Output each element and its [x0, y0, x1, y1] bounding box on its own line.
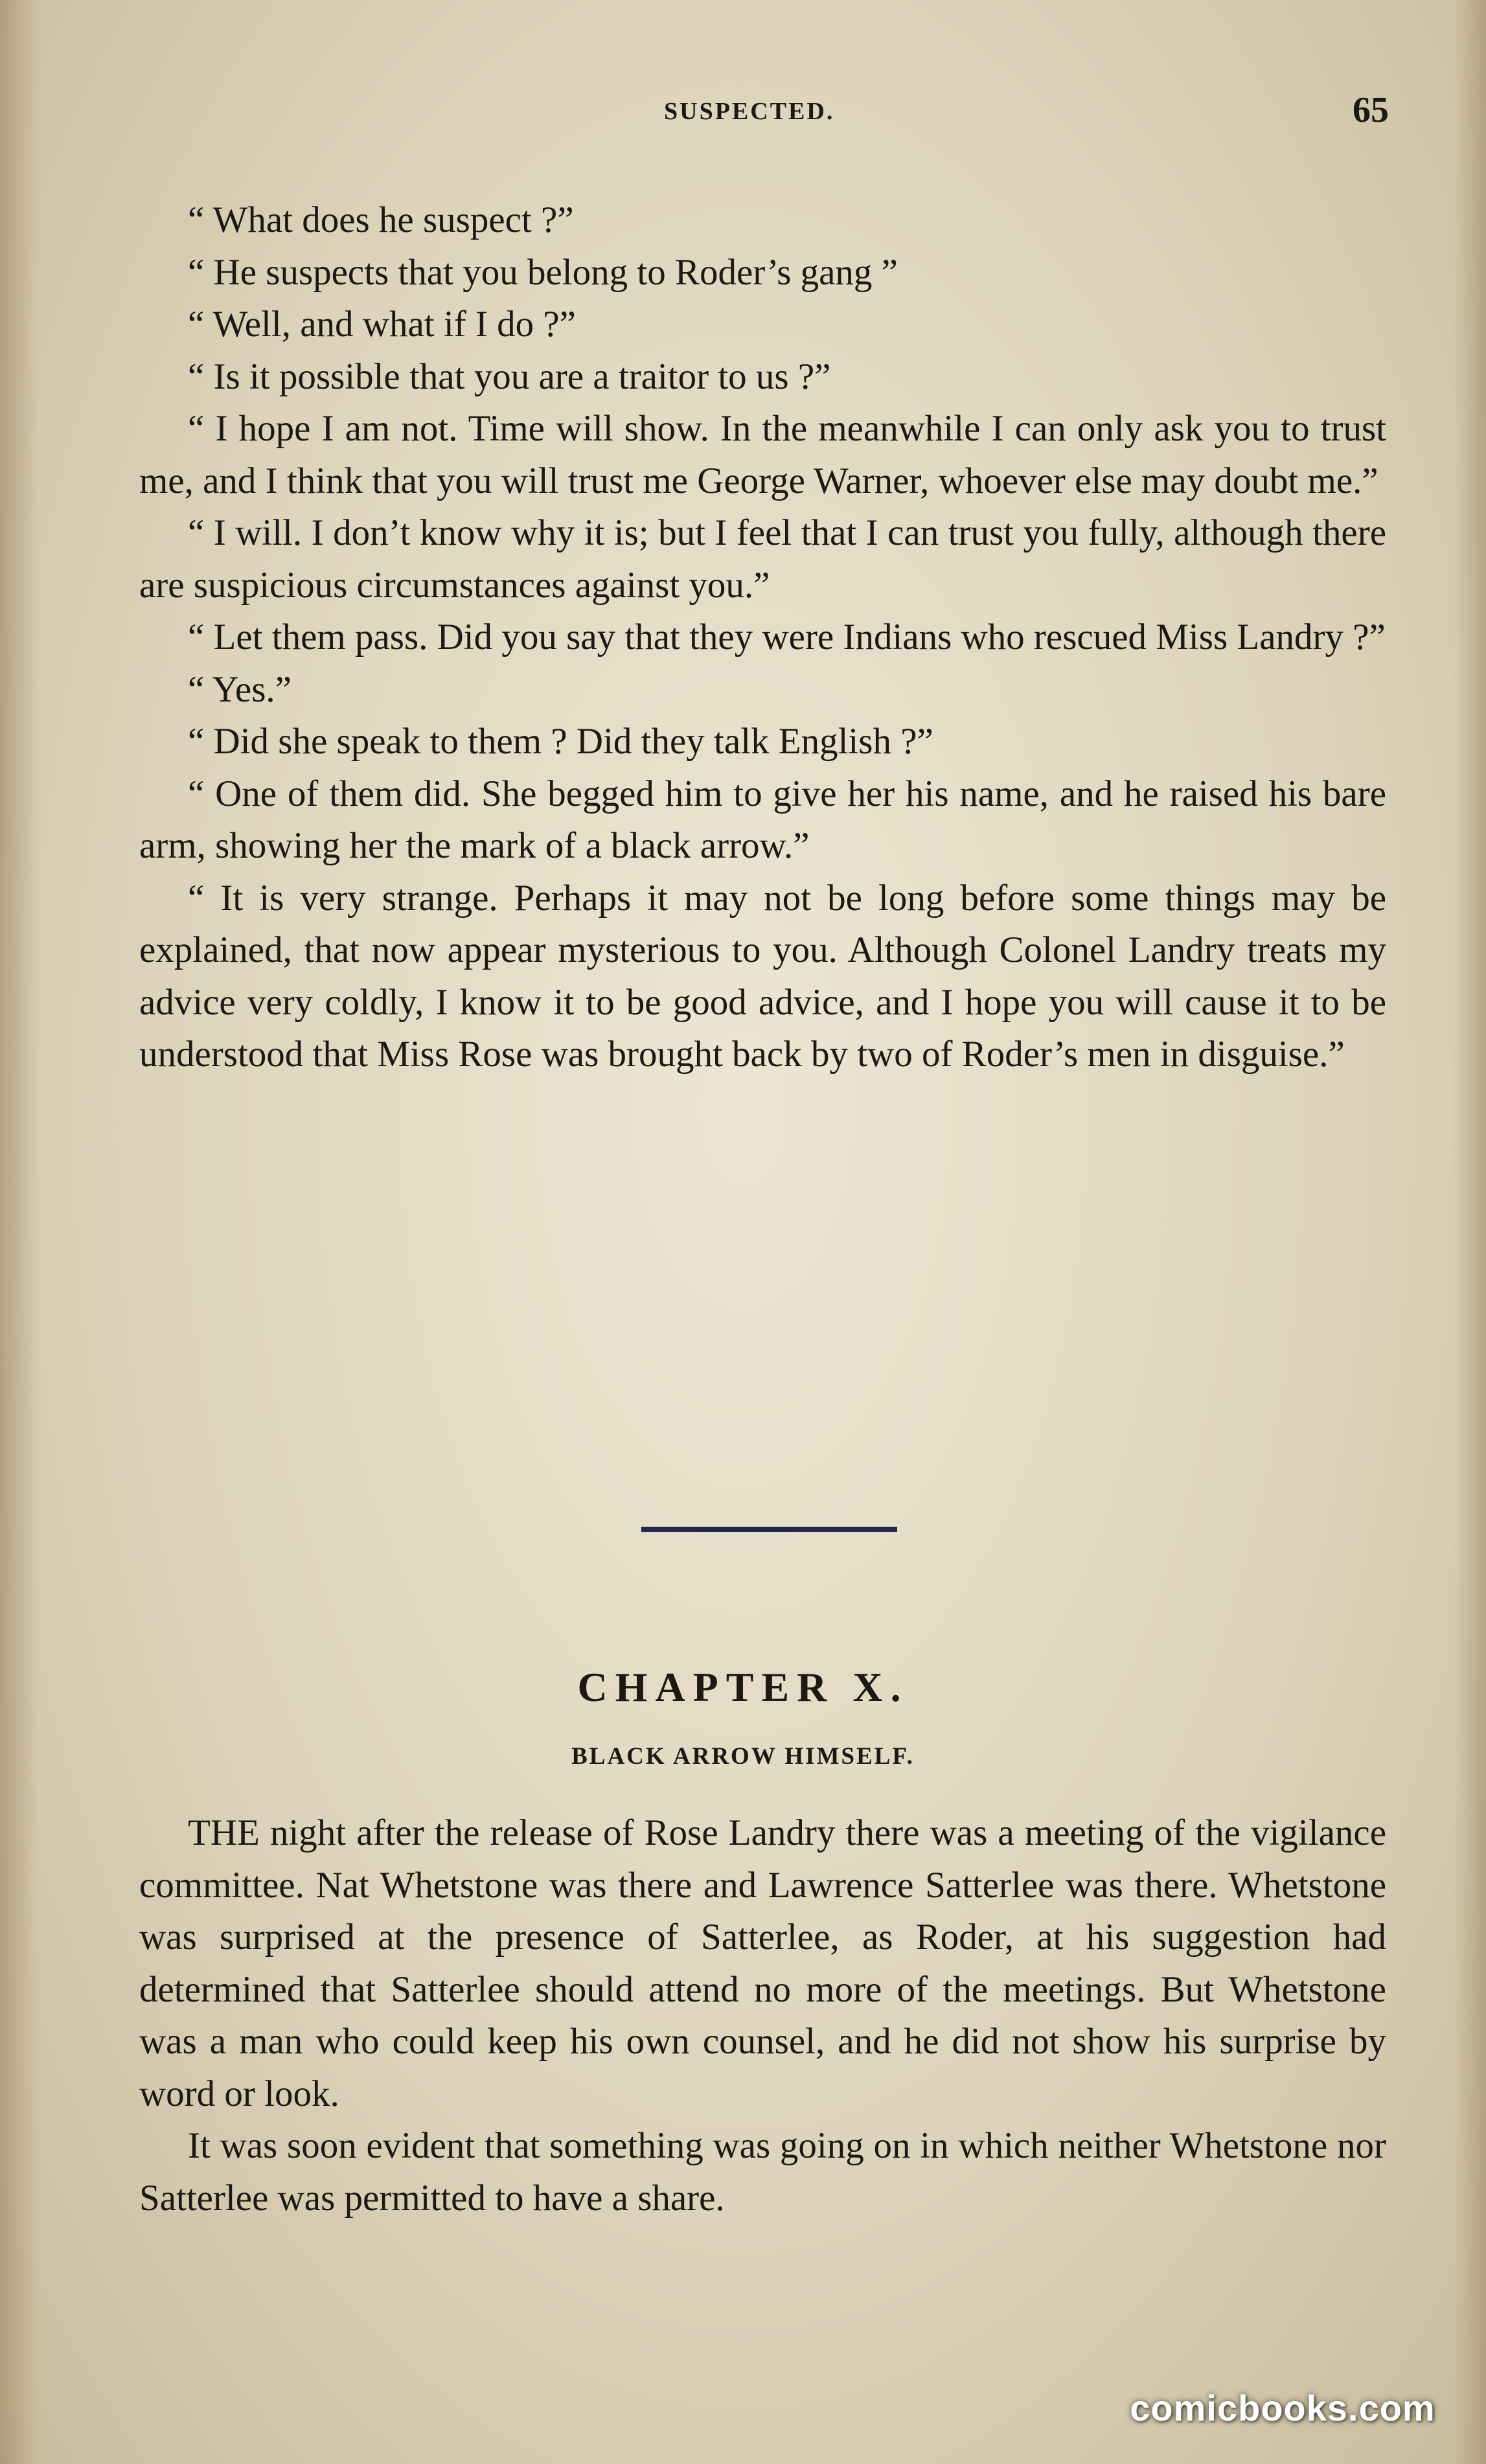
paragraph: “ What does he suspect ?” — [188, 200, 574, 240]
running-head: SUSPECTED. — [664, 98, 835, 125]
paragraph: “ I will. I don’t know why it is; but I feel that I can trust you fully, although there are suspicious circumstances against you.” — [139, 512, 1386, 606]
paragraph: “ Did she speak to them ? Did they talk English ?” — [188, 721, 933, 762]
paragraph: It was soon evident that something was going on in which neither Whetstone nor Satterlee was permitted to have a share. — [139, 2125, 1386, 2219]
page-edge-shadow-left — [0, 0, 39, 2464]
watermark: comicbooks.com — [1130, 2388, 1435, 2428]
paragraph: “ Let them pass. Did you say that they were Indians who rescued Miss Landry ?” — [188, 617, 1386, 657]
chapter-body — [139, 1807, 1386, 2224]
chapter-title: CHAPTER X. — [577, 1664, 909, 1710]
paragraph: THE night after the release of Rose Landry there was a meeting of the vigilance committee. Nat Whetstone was there and Lawrence Satterlee was there. Whetstone was surprised at the presence of Satterlee, as Roder, at his suggestion had determined that Satterlee should attend no more of the meetings. But Whetstone was a man who could keep his own counsel, and he did not show his surprise by word or look. — [139, 1812, 1386, 2114]
page-number: 65 — [1353, 90, 1389, 130]
page-edge-shadow-right — [1454, 0, 1486, 2464]
section-divider — [641, 1527, 897, 1532]
paragraph: “ I hope I am not. Time will show. In the meanwhile I can only ask you to trust me, and I think that you will trust me George Warner, whoever else may doubt me.” — [139, 408, 1386, 501]
paragraph: “ One of them did. She begged him to give her his name, and he raised his bare arm, showing her the mark of a black arrow.” — [139, 773, 1386, 866]
paragraph: “ He suspects that you belong to Roder’s gang ” — [188, 251, 898, 293]
paragraph: “ It is very strange. Perhaps it may not be long before some things may be explained, that now appear mysterious to you. Although Colonel Landry treats my advice very coldly, I know it to be good advice, and I hope you will cause it to be understood that Miss Rose was brought back by two of Roder’s men in disguise.” — [139, 877, 1386, 1075]
paragraph: “ Yes.” — [188, 668, 291, 710]
chapter-subtitle: BLACK ARROW HIMSELF. — [571, 1743, 915, 1770]
paragraph: “ Is it possible that you are a traitor to us ?” — [188, 356, 831, 397]
paragraph: “ Well, and what if I do ?” — [188, 304, 576, 345]
dialogue-section — [139, 194, 1386, 1081]
